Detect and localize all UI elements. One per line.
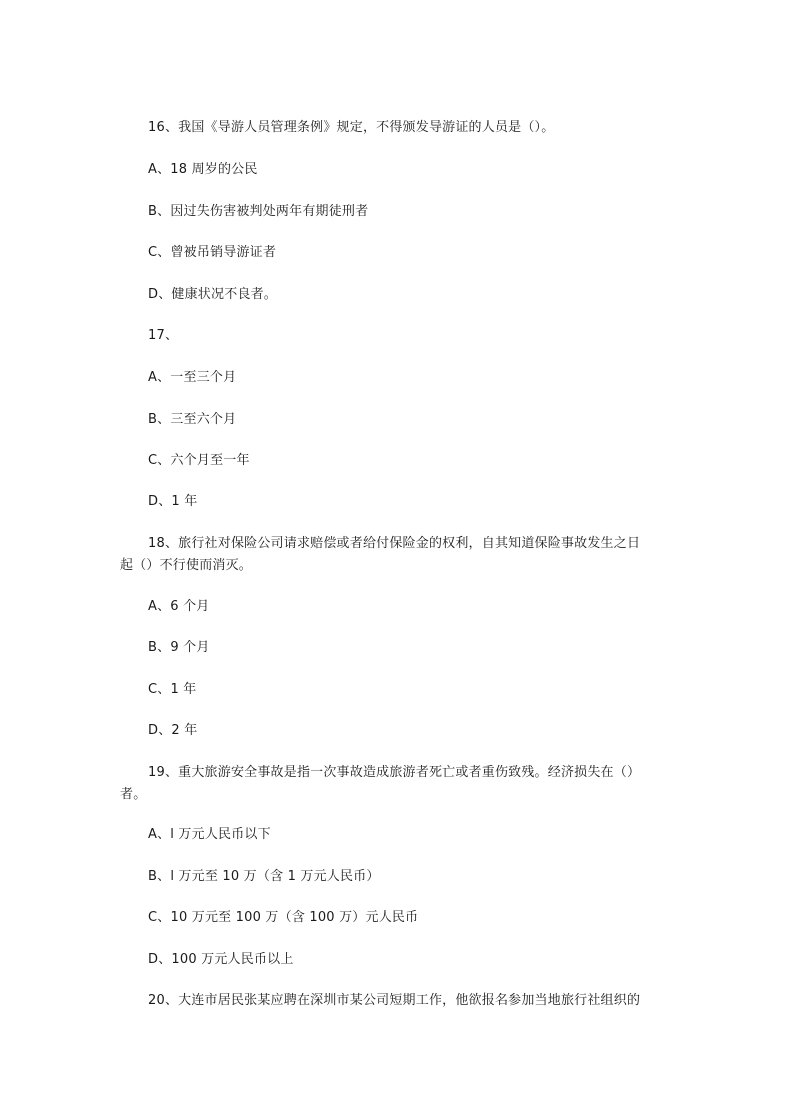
- question-19-option-a: A、l 万元人民币以下: [148, 827, 271, 842]
- question-17-option-d: D、1 年: [148, 494, 198, 509]
- question-17-option-b: B、三至六个月: [148, 412, 237, 427]
- question-18-option-a: A、6 个月: [148, 599, 210, 614]
- question-17-option-c: C、六个月至一年: [148, 453, 250, 468]
- question-18-option-b: B、9 个月: [148, 640, 210, 655]
- question-16-stem: 16、我国《导游人员管理条例》规定，不得颁发导游证的人员是（）。: [148, 120, 555, 135]
- question-16-option-c: C、曾被吊销导游证者: [148, 245, 277, 260]
- question-16-option-a: A、18 周岁的公民: [148, 162, 258, 177]
- question-19-stem-line-1: 19、重大旅游安全事故是指一次事故造成旅游者死亡或者重伤致残。经济损失在（）: [148, 765, 641, 780]
- question-16-option-b: B、因过失伤害被判处两年有期徒刑者: [148, 204, 369, 219]
- question-17-option-a: A、一至三个月: [148, 370, 237, 385]
- question-19-option-b: B、l 万元至 10 万（含 1 万元人民币）: [148, 869, 380, 884]
- question-19-option-d: D、100 万元人民币以上: [148, 952, 294, 967]
- question-18-option-c: C、1 年: [148, 682, 197, 697]
- question-16-option-d: D、健康状况不良者。: [148, 287, 278, 302]
- question-20-stem: 20、大连市居民张某应聘在深圳市某公司短期工作，他欲报名参加当地旅行社组织的: [148, 993, 641, 1008]
- question-17-stem: 17、: [148, 328, 179, 343]
- question-18-stem-line-2: 起（）不行使而消灭。: [120, 558, 253, 573]
- question-19-stem-line-2: 者。: [120, 787, 147, 802]
- question-18-option-d: D、2 年: [148, 723, 198, 738]
- question-19-option-c: C、10 万元至 100 万（含 100 万）元人民币: [148, 910, 419, 925]
- question-18-stem-line-1: 18、旅行社对保险公司请求赔偿或者给付保险金的权利，自其知道保险事故发生之日: [148, 536, 641, 551]
